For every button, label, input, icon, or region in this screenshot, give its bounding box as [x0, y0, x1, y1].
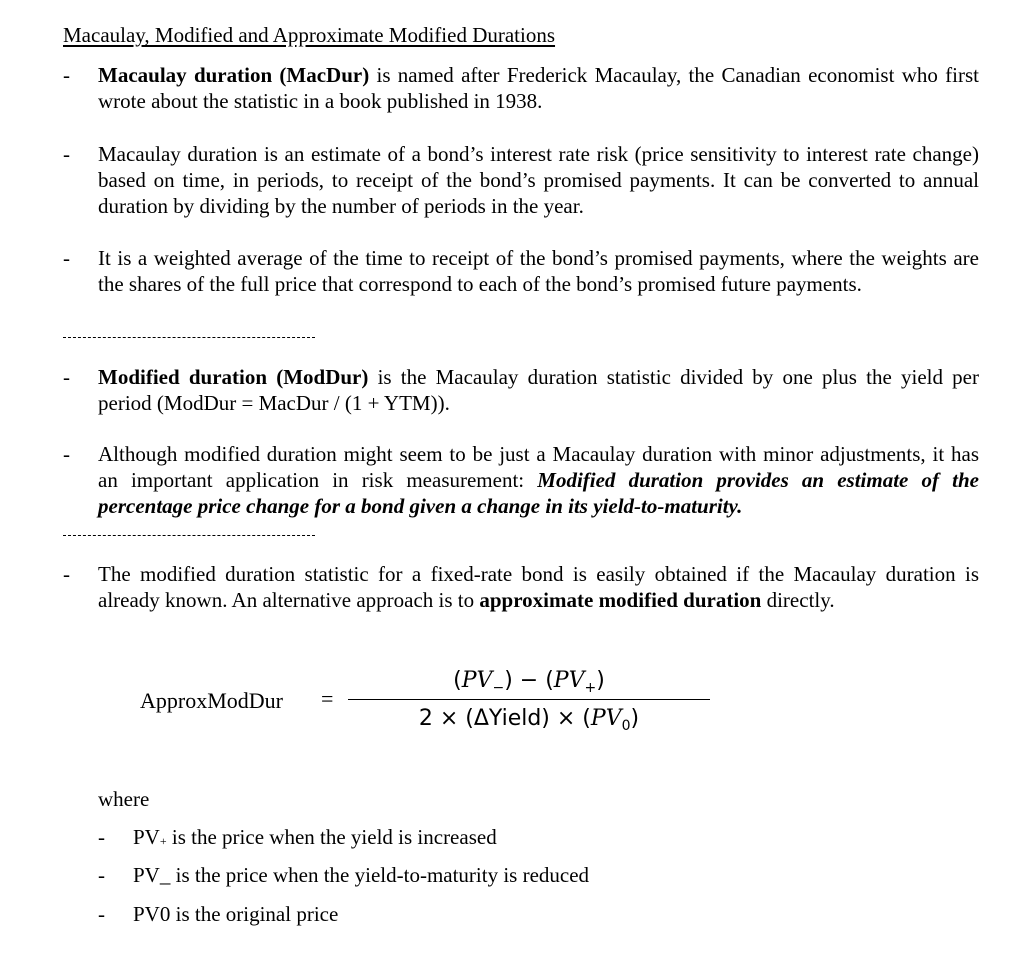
paragraph-text-after: directly.: [761, 588, 835, 612]
dashed-separator: [63, 535, 315, 536]
bold-italic-statement: Modified duration provides an estimate of the percentage price change for a bond given a change in its yield-to-maturity.: [98, 468, 979, 518]
formula-numerator: $(PV_-) - (PV_+)$: [453, 668, 605, 696]
formula-lhs: ApproxModDur: [140, 688, 283, 713]
bold-term: approximate modified duration: [479, 588, 762, 612]
bullet-marker: -: [63, 562, 70, 586]
approx-mod-dur-formula: [140, 668, 640, 748]
formula-equals: =: [321, 686, 334, 711]
paragraph-text: It is a weighted average of the time to receipt of the bond’s promised payments, where the weights are the shares of the full price that correspond to each of the bond’s promised future payments.: [98, 246, 979, 296]
bullet-marker: -: [98, 825, 105, 849]
where-label: where: [98, 787, 150, 811]
bullet-marker: -: [63, 63, 70, 87]
paragraph-text: Macaulay duration is an estimate of a bond’s interest rate risk (price sensitivity to interest rate change) based on time, in periods, to receipt of the bond’s promised payments. It can be converted to annual duration by dividing by the number of periods in the year.: [98, 142, 979, 218]
paragraph: [98, 62, 979, 114]
paragraph: [98, 561, 979, 613]
bullet-marker: -: [63, 365, 70, 389]
bullet-marker: -: [98, 863, 105, 887]
bullet-marker: -: [63, 142, 70, 166]
fraction-bar: [348, 699, 710, 700]
paragraph-text: The modified duration statistic for a fixed-rate bond is easily obtained if the Macaulay duration is already known. An alternative approach is to: [98, 562, 979, 612]
paragraph: [98, 441, 979, 519]
formula-denominator: 2 × (ΔYield) × $(PV_0)$: [418, 706, 640, 734]
document-page: Macaulay, Modified and Approximate Modified Durations - Macaulay duration (MacDur) is named after Frederick Macaulay, the Canadian economist who first wrote about the statistic in a book published in 1938. - Macaulay duration is an estimate of a bond’s interest rate risk (price sensitivity to interest rate change) based on time, in periods, to receipt of the bond’s promised payments. It can be converted to annual duration by dividing by the number of periods in the year. - It is a weighted average of the time to receipt of the bond’s promised payments, where the weights are the shares of the full price that correspond to each of the bond’s promised future payments. - Modified duration (ModDur) is the Macaulay duration statistic divided by one plus the yield per period (ModDur = MacDur / (1 + YTM)). - Although modified duration might seem to be just a Macaulay duration with minor adjustments, it has an important application in risk measurement: Modified duration provides an estimate of the percentage price change for a bond given a change in its yield-to-maturity. - The modified duration statistic for a fixed-rate bond is easily obtained if the Macaulay duration is already known. An alternative approach is to approximate modified duration directly. ApproxModDur = $(PV_-) - (PV_+)$ 2 × (ΔYield) × $(PV_0)$ where - PV+ is the price when the yield is increased - PV_ is the price when the yield-to-maturity is reduced - PV0 is the original price: [63, 23, 979, 926]
bullet-marker: -: [63, 442, 70, 466]
paragraph-text: Although modified duration might seem to be just a Macaulay duration with minor adjustments, it has an important application in risk measurement:: [98, 442, 979, 492]
paragraph: [98, 364, 979, 416]
bullet-marker: -: [98, 902, 105, 926]
document-title: Macaulay, Modified and Approximate Modified Durations: [63, 23, 556, 47]
paragraph-text: is the Macaulay duration statistic divided by one plus the yield per period (ModDur = MacDur / (1 + YTM)).: [98, 365, 979, 415]
paragraph-text: is named after Frederick Macaulay, the Canadian economist who first wrote about the statistic in a book published in 1938.: [98, 63, 979, 113]
bold-term: Modified duration (ModDur): [98, 365, 369, 389]
dashed-separator: [63, 337, 315, 338]
bold-term: Macaulay duration (MacDur): [98, 63, 370, 87]
bullet-marker: -: [63, 246, 70, 270]
